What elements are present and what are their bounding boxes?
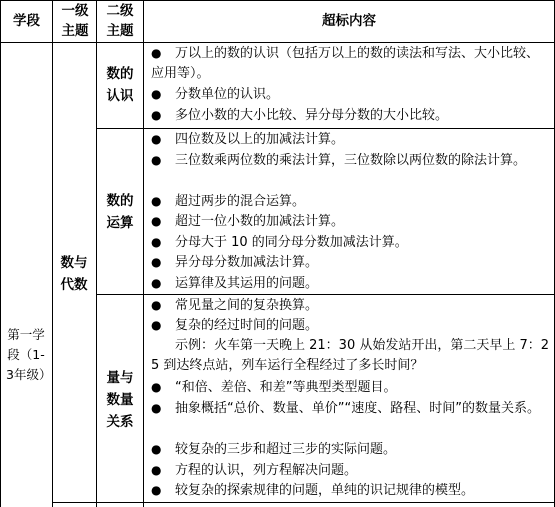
list-item: ● 超过两步的混合运算。 (151, 191, 551, 212)
bullet-icon: ● (151, 276, 162, 290)
stage-label: 第一学段（1-3年级） (6, 327, 52, 382)
bullet-icon: ● (151, 87, 162, 101)
topic-number-operations: 数的运算 (106, 193, 134, 231)
list-item: ● 异分母分数加减法计算。 (151, 252, 551, 273)
bullet-icon: ● (151, 153, 162, 167)
list-item: ● 抽象概括“总价、数量、单价”“速度、路程、时间”的数量关系。 (151, 398, 551, 419)
list-item: ● 分数单位的认识。 (151, 84, 551, 105)
list-item: ● 方程的认识，列方程解决问题。 (151, 460, 551, 481)
level1-topic: 数与代数 (60, 255, 88, 293)
row-divider-3 (52, 502, 555, 503)
list-item: ● 三位数乘两位数的乘法计算，三位数除以两位数的除法计算。 (151, 150, 551, 171)
header-stage: 学段 (13, 13, 40, 29)
topic-quantity-relations: 量与数量关系 (106, 370, 134, 430)
list-item: ● 万以上的数的认识（包括万以上的数的读法和写法、大小比较、应用等）。 (151, 43, 551, 85)
bullet-icon: ● (151, 46, 162, 60)
list-item: ● 分母大于 10 的同分母分数加减法计算。 (151, 232, 551, 253)
topic-number-recognition: 数的认识 (106, 66, 134, 104)
header-content: 超标内容 (322, 13, 376, 29)
header-level1: 一级主题 (61, 3, 89, 39)
list-item: ● 较复杂的三步和超过三步的实际问题。 (151, 439, 551, 460)
example-text: 示例：火车第一天晚上 21：30 从始发站开出，第二天早上 7：25 到达终点站，列车运行全程经过了多长时间？ (151, 338, 550, 374)
bullet-icon: ● (151, 442, 162, 456)
bullet-icon: ● (151, 235, 162, 249)
bullet-icon: ● (151, 298, 162, 312)
list-item: ● 运算律及其运用的问题。 (151, 273, 551, 294)
bullet-icon: ● (151, 214, 162, 228)
table-left-border (0, 0, 1, 507)
col-divider-2 (96, 0, 97, 507)
list-item: ● 较复杂的探索规律的问题，单纯的识记规律的模型。 (151, 480, 551, 501)
bullet-icon: ● (151, 463, 162, 477)
col-divider-1 (52, 0, 53, 507)
bullet-icon: ● (151, 132, 162, 146)
list-item: ● 四位数及以上的加减法计算。 (151, 129, 551, 150)
list-item: ● 超过一位小数的加减法计算。 (151, 211, 551, 232)
list-item: ● “和倍、差倍、和差”等典型类型题目。 (151, 377, 551, 398)
list-item: ● 复杂的经过时间的问题。 (151, 315, 551, 336)
list-item: ● 常见量之间的复杂换算。 (151, 295, 551, 316)
bullet-icon: ● (151, 255, 162, 269)
bullet-icon: ● (151, 194, 162, 208)
bullet-icon: ● (151, 380, 162, 394)
col-divider-3 (143, 0, 144, 507)
list-item: ● 多位小数的大小比较、异分母分数的大小比较。 (151, 105, 551, 126)
bullet-icon: ● (151, 318, 162, 332)
bullet-icon: ● (151, 108, 162, 122)
header-level2: 二级主题 (106, 3, 134, 39)
bullet-icon: ● (151, 483, 162, 497)
bullet-icon: ● (151, 401, 162, 415)
